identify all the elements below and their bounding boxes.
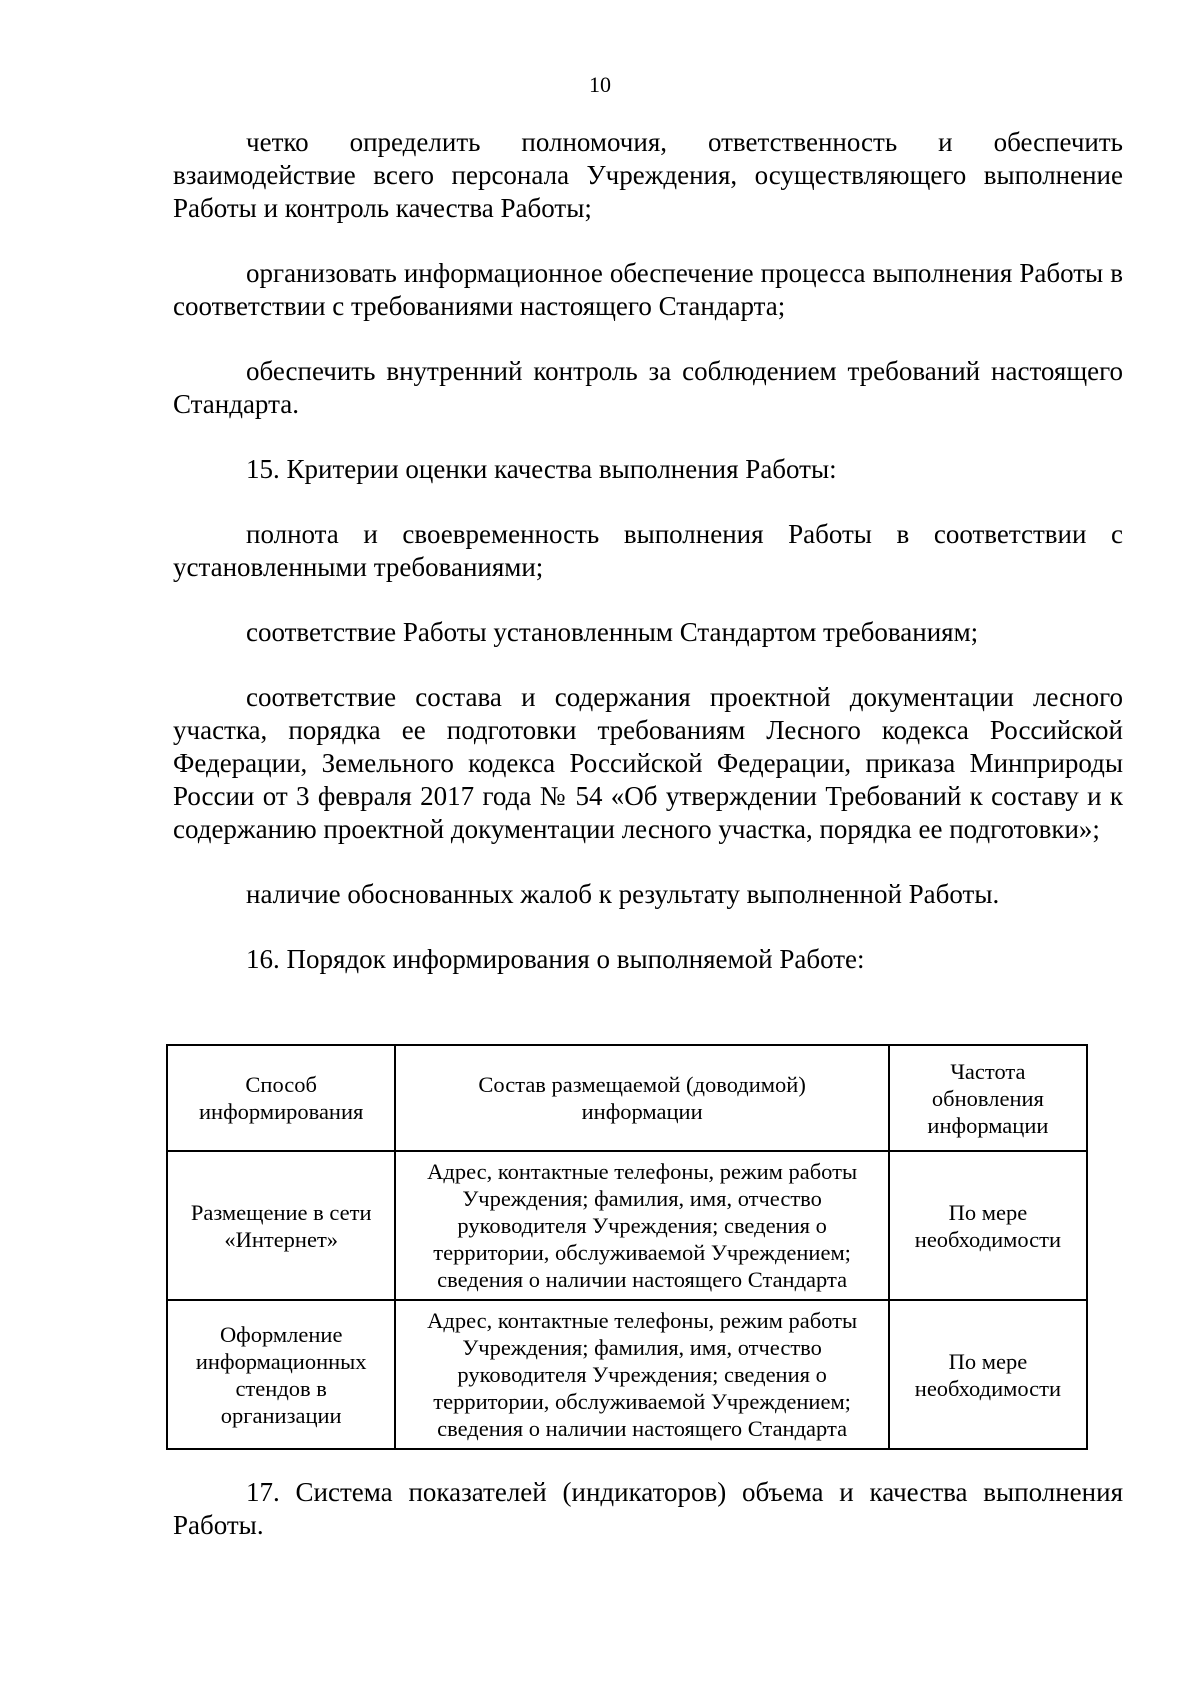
table-row — [167, 1151, 1087, 1300]
header-frequency — [889, 1045, 1087, 1151]
section-15-heading: 15. Критерии оценки качества выполнения Работы: — [246, 454, 837, 484]
paragraph-internal-control: обеспечить внутренний контроль за соблюдением требований настоящего Стандарта. — [173, 356, 1123, 419]
cell-line: стендов в — [235, 1375, 327, 1401]
paragraph-project-documentation: соответствие состава и содержания проектной документации лесного участка, порядка ее подготовки требованиям Лесного кодекса Российской Федерации, Земельного кодекса Российской Федерации, приказа Минприроды России от 3 февраля 2017 года № 54 «Об утверждении Требований к составу и к содержанию проектной документации лесного участка, порядка ее подготовки»; — [173, 682, 1123, 844]
header-line: информации — [581, 1099, 703, 1124]
page-number: 10 — [589, 72, 611, 97]
cell-line: необходимости — [914, 1375, 1062, 1401]
cell-line: сведения о наличии настоящего Стандарта — [437, 1416, 848, 1441]
cell-line: Оформление — [219, 1321, 343, 1347]
cell-line: Учреждения; фамилия, имя, отчество — [462, 1186, 822, 1211]
cell-line: информационных — [195, 1348, 367, 1374]
header-line: информирования — [199, 1099, 364, 1124]
section-16-heading: 16. Порядок информирования о выполняемой Работе: — [246, 944, 865, 974]
cell-line: руководителя Учреждения; сведения о — [457, 1362, 827, 1387]
paragraph-responsibilities: четко определить полномочия, ответственность и обеспечить взаимодействие всего персонала Учреждения, осуществляющего выполнение Работы и контроль качества Работы; — [173, 127, 1123, 223]
cell-line: Учреждения; фамилия, имя, отчество — [462, 1335, 822, 1360]
document-body-continued — [173, 1476, 1123, 1542]
cell-line: «Интернет» — [224, 1226, 339, 1252]
header-method — [167, 1045, 395, 1151]
cell-line: сведения о наличии настоящего Стандарта — [437, 1267, 848, 1292]
table-row — [167, 1300, 1087, 1449]
header-line: обновления — [931, 1085, 1044, 1111]
header-content — [395, 1045, 888, 1151]
cell-content — [395, 1151, 888, 1300]
header-line: информации — [927, 1112, 1049, 1138]
cell-line: руководителя Учреждения; сведения о — [457, 1213, 827, 1238]
cell-line: Размещение в сети — [190, 1199, 372, 1225]
cell-line: Адрес, контактные телефоны, режим работы — [427, 1308, 858, 1333]
header-line: Частота — [950, 1058, 1026, 1084]
cell-line: По мере — [948, 1348, 1028, 1374]
cell-line: По мере — [948, 1199, 1028, 1225]
cell-method — [167, 1151, 395, 1300]
header-line: Способ — [245, 1072, 317, 1097]
cell-content — [395, 1300, 888, 1449]
section-17-heading: 17. Система показателей (индикаторов) объема и качества выполнения Работы. — [173, 1477, 1123, 1540]
cell-line: территории, обслуживаемой Учреждением; — [433, 1240, 851, 1265]
cell-line: Адрес, контактные телефоны, режим работы — [427, 1159, 858, 1184]
paragraph-compliance: соответствие Работы установленным Стандартом требованиям; — [246, 617, 979, 647]
paragraph-information-support: организовать информационное обеспечение процесса выполнения Работы в соответствии с требованиями настоящего Стандарта; — [173, 258, 1123, 321]
cell-frequency — [889, 1300, 1087, 1449]
cell-line: необходимости — [914, 1226, 1062, 1252]
cell-line: территории, обслуживаемой Учреждением; — [433, 1389, 851, 1414]
information-table — [166, 1044, 1088, 1450]
cell-frequency — [889, 1151, 1087, 1300]
cell-method — [167, 1300, 395, 1449]
header-line: Состав размещаемой (доводимой) — [478, 1072, 806, 1097]
paragraph-completeness: полнота и своевременность выполнения Работы в соответствии с установленными требованиями; — [173, 519, 1123, 582]
table-header-row — [167, 1045, 1087, 1151]
document-body — [173, 126, 1123, 976]
cell-line: организации — [220, 1402, 342, 1428]
paragraph-complaints: наличие обоснованных жалоб к результату выполненной Работы. — [246, 879, 1000, 909]
